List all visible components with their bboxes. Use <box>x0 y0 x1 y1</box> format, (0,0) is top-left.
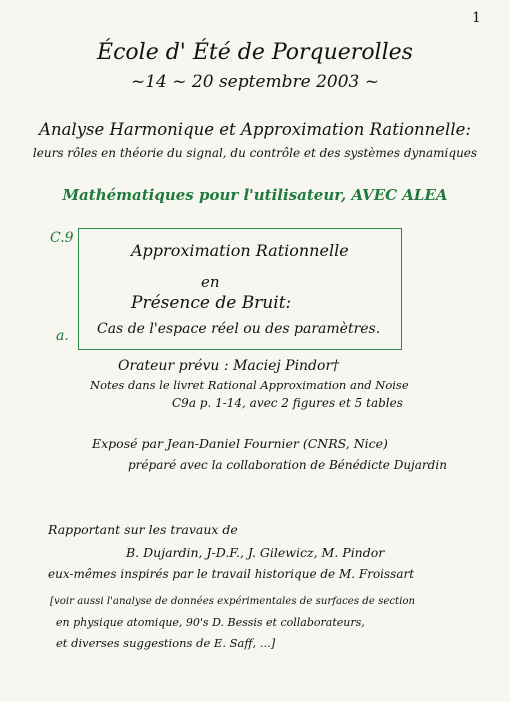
box-line-3: Présence de Bruit: <box>131 293 292 313</box>
report-line-3: eux-mêmes inspirés par le travail historique de M. Froissart <box>48 567 415 581</box>
report-line-4: [voir aussi l'analyse de données expérimentales de surfaces de section <box>50 596 416 607</box>
speaker-planned: Orateur prévu : Maciej Pindor† <box>118 358 340 374</box>
box-line-4: Cas de l'espace réel ou des paramètres. <box>97 321 381 337</box>
margin-mark-bottom: a. <box>56 328 69 344</box>
title-box <box>78 228 402 350</box>
box-line-2: en <box>201 273 220 291</box>
box-line-1: Approximation Rationnelle <box>131 241 349 260</box>
report-line-6: et diverses suggestions de E. Saff, ...] <box>56 636 276 650</box>
school-title: École d' Été de Porquerolles <box>97 40 413 65</box>
subtitle: Mathématiques pour l'utilisateur, AVEC ALEA <box>62 186 448 204</box>
speaker-ref: C9a p. 1-14, avec 2 figures et 5 tables <box>172 396 403 410</box>
presenter-line-2: préparé avec la collaboration de Bénédicte Dujardin <box>128 458 447 472</box>
margin-mark-top: C.9 <box>50 230 74 246</box>
presenter-line-1: Exposé par Jean-Daniel Fournier (CNRS, Nice) <box>92 436 388 451</box>
speaker-notes: Notes dans le livret Rational Approximation and Noise <box>90 378 409 392</box>
report-line-5: en physique atomique, 90's D. Bessis et collaborateurs, <box>56 616 365 629</box>
page-number: 1 <box>472 10 481 26</box>
report-line-1: Rapportant sur les travaux de <box>48 522 238 537</box>
dates-line: ~14 ~ 20 septembre 2003 ~ <box>130 72 380 92</box>
title-line-2: leurs rôles en théorie du signal, du contrôle et des systèmes dynamiques <box>32 146 478 160</box>
report-line-2: B. Dujardin, J-D.F., J. Gilewicz, M. Pindor <box>126 545 385 560</box>
title-line-1: Analyse Harmonique et Approximation Rationnelle: <box>39 120 471 139</box>
